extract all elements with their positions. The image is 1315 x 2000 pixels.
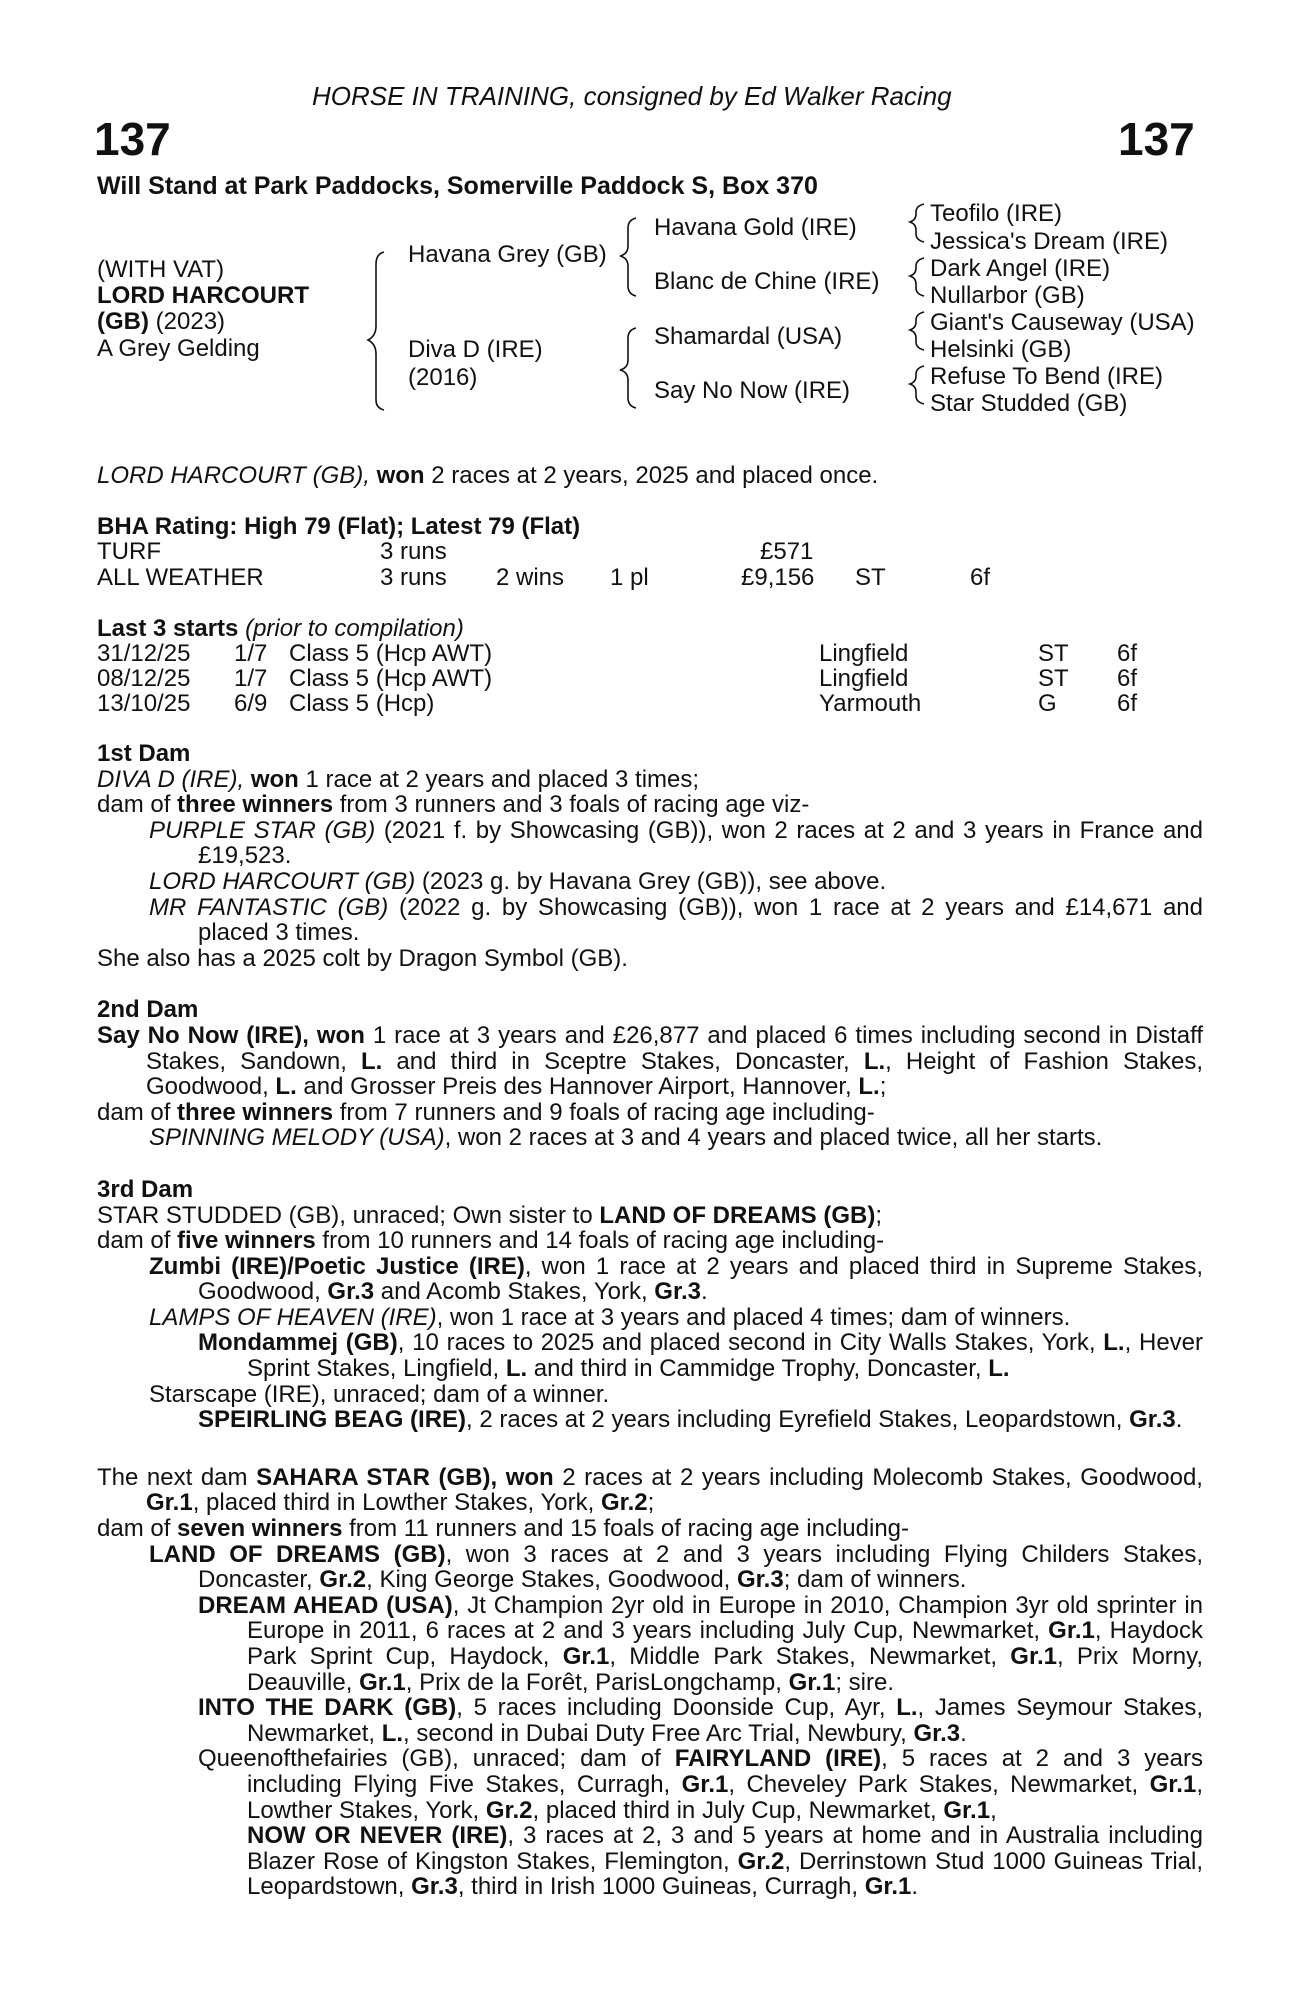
- pedigree-sire-dam: Blanc de Chine (IRE): [654, 268, 880, 295]
- offspring-record: , won 3 races at 2 and 3 years including Flying Childers Stakes, Doncaster,: [198, 1540, 1203, 1594]
- turf-prize: £571: [760, 538, 814, 565]
- horse-name: LORD HARCOURT: [97, 282, 309, 309]
- aw-distance: 6f: [970, 564, 991, 591]
- offspring-record: (2022 g. by Showcasing (GB)), won 1 race at 2 years and £14,671 and placed 3 times.: [198, 893, 1203, 947]
- dam2-line2: [97, 1100, 1203, 1126]
- offspring-record: .: [701, 1278, 708, 1306]
- dam2-offspring: [97, 1125, 1203, 1151]
- dam1-heading: 1st Dam: [97, 740, 191, 767]
- offspring-record: (2021 f. by Showcasing (GB)), won 2 races at 2 and 3 years in France and £19,523.: [198, 816, 1203, 870]
- offspring-record: , Middle Park Stakes, Newmarket,: [609, 1643, 1011, 1670]
- group-mark: Gr.1: [562, 1643, 610, 1670]
- vat-note: (WITH VAT): [97, 256, 225, 283]
- offspring-record: .: [1175, 1406, 1183, 1434]
- group-mark: Gr.2: [737, 1847, 785, 1875]
- aw-going: ST: [855, 564, 886, 591]
- dam1-line2: [97, 792, 1203, 818]
- start-going: ST: [1038, 640, 1069, 667]
- offspring-record: , Hever Sprint Stakes, Lingfield,: [247, 1329, 1204, 1383]
- offspring-name: SPEIRLING BEAG (IRE): [198, 1406, 467, 1434]
- offspring-record: ,: [990, 1796, 997, 1824]
- aw-wins: 2 wins: [496, 564, 565, 591]
- listed-mark: L.: [360, 1047, 383, 1075]
- group-mark: Gr.1: [1048, 1617, 1095, 1645]
- next-dam-sep: ,: [490, 1463, 506, 1491]
- offspring-record: and third in Cammidge Trophy, Doncaster,: [527, 1355, 989, 1383]
- stabling-location: Will Stand at Park Paddocks, Somerville Paddock S, Box 370: [97, 172, 818, 200]
- next-dam-offspring: [97, 1542, 1203, 1593]
- dam2-text: ;: [879, 1073, 887, 1101]
- offspring-name: Zumbi (IRE)/Poetic Justice (IRE): [149, 1252, 525, 1280]
- start-race: Class 5 (Hcp AWT): [289, 640, 493, 667]
- start-race: Class 5 (Hcp AWT): [289, 665, 493, 692]
- group-mark: Gr.1: [1149, 1770, 1197, 1798]
- listed-mark: L.: [896, 1694, 918, 1722]
- pedigree-sire: Havana Grey (GB): [408, 241, 607, 268]
- offspring-name: INTO THE DARK (GB): [198, 1694, 457, 1722]
- group-mark: Gr.1: [864, 1873, 912, 1901]
- offspring-record: , second in Dubai Duty Free Arc Trial, Newbury,: [403, 1719, 914, 1747]
- pedigree-gen3-2: Jessica's Dream (IRE): [930, 228, 1168, 255]
- dam3-line1: [97, 1203, 1203, 1229]
- dam3-damof: dam of: [97, 1227, 178, 1255]
- group-mark: Gr.3: [654, 1278, 701, 1306]
- dam1-won: won: [250, 765, 299, 793]
- offspring-record: , placed third in July Cup, Newmarket,: [532, 1796, 944, 1824]
- offspring-record: and Acomb Stakes, York,: [374, 1278, 655, 1306]
- offspring-record: , Prix de la Forêt, ParisLongchamp,: [405, 1668, 789, 1696]
- rating-turf-row: [97, 539, 1203, 565]
- offspring-name: NOW OR NEVER (IRE): [247, 1822, 508, 1850]
- pedigree-gen3-4: Nullarbor (GB): [930, 282, 1085, 309]
- listed-mark: L.: [505, 1355, 528, 1383]
- group-mark: Gr.3: [737, 1566, 784, 1594]
- offspring-record: .: [911, 1873, 919, 1901]
- dam1-name: DIVA D (IRE): [97, 765, 238, 793]
- dam-lines-block: [97, 741, 1203, 1900]
- pedigree-gen3-6: Helsinki (GB): [930, 336, 1072, 363]
- listed-mark: L.: [1103, 1329, 1125, 1357]
- dam2-sep: ,: [302, 1021, 317, 1049]
- dam2-name: Say No Now (IRE): [97, 1021, 303, 1049]
- offspring-record: , 3 races at 2, 3 and 5 years at home and in Australia including Blazer Rose of Kingston Stakes, Flemington,: [247, 1822, 1203, 1875]
- start-date: 08/12/25: [97, 665, 191, 692]
- group-mark: Gr.3: [411, 1873, 458, 1901]
- offspring-name: Mondammej (GB): [198, 1329, 398, 1357]
- offspring-name: MR FANTASTIC (GB): [149, 893, 389, 921]
- dam3-sister: LAND OF DREAMS (GB): [599, 1201, 876, 1229]
- start-row: [97, 666, 1203, 692]
- start-distance: 6f: [1117, 690, 1138, 717]
- offspring-record: , won 1 race at 3 years and placed 4 times; dam of winners.: [436, 1303, 1071, 1331]
- next-dam-great-grand-offspring: [97, 1823, 1203, 1900]
- dam1-sep: ,: [237, 765, 251, 793]
- dam3-winners: five winners: [177, 1227, 316, 1255]
- offspring-record: , Prix Morny, Deauville,: [247, 1643, 1204, 1696]
- dam2-text: , Height of Fashion Stakes, Goodwood,: [146, 1047, 1204, 1101]
- group-mark: Gr.3: [913, 1719, 961, 1747]
- dam1-winners: three winners: [177, 791, 334, 819]
- offspring-record: , King George Stakes, Goodwood,: [366, 1566, 737, 1594]
- aw-prize: £9,156: [741, 564, 815, 591]
- listed-mark: L.: [858, 1073, 880, 1101]
- offspring-name: DREAM AHEAD (USA): [198, 1591, 453, 1619]
- next-dam-text: , placed third in Lowther Stakes, York,: [192, 1489, 601, 1517]
- listed-mark: L.: [863, 1047, 886, 1075]
- last-starts-title: Last 3 starts: [97, 615, 239, 642]
- next-dam-line1: [97, 1465, 1203, 1516]
- dam1-line3: She also has a 2025 colt by Dragon Symbol (GB).: [97, 944, 628, 972]
- dam3-grand-offspring: [97, 1330, 1203, 1381]
- start-going: ST: [1038, 665, 1069, 692]
- dam1-offspring: [97, 869, 1203, 895]
- start-distance: 6f: [1117, 640, 1138, 667]
- start-distance: 6f: [1117, 665, 1138, 692]
- dam1-runners: from 3 runners and 3 foals of racing age viz-: [333, 791, 810, 819]
- dam1-offspring: [97, 895, 1203, 946]
- horse-origin: (GB): [97, 308, 149, 335]
- offspring-record: Queenofthefairies (GB), unraced; dam of: [198, 1745, 675, 1773]
- dam3-runners: from 10 runners and 14 foals of racing age including-: [315, 1227, 885, 1255]
- start-course: Lingfield: [819, 640, 909, 667]
- start-row: [97, 691, 1203, 717]
- dam3-grand-offspring: [97, 1407, 1203, 1433]
- last-starts-note: (prior to compilation): [238, 615, 464, 642]
- start-going: G: [1038, 690, 1057, 717]
- start-course: Yarmouth: [819, 690, 922, 717]
- dam2-line1: [97, 1023, 1203, 1100]
- start-race: Class 5 (Hcp): [289, 690, 435, 717]
- summary-rest: 2 races at 2 years, 2025 and placed once.: [424, 462, 879, 489]
- dam1-damof: dam of: [97, 791, 178, 819]
- dam2-damof: dam of: [97, 1098, 178, 1126]
- pedigree-gen3-3: Dark Angel (IRE): [930, 255, 1111, 282]
- next-dam-text: The next dam: [97, 1463, 257, 1491]
- turf-runs: 3 runs: [380, 538, 447, 565]
- lot-number-right: 137: [1118, 113, 1195, 165]
- next-dam-grand-offspring: [97, 1695, 1203, 1746]
- next-dam-name: SAHARA STAR (GB): [256, 1463, 491, 1491]
- rating-aw-row: [97, 565, 1203, 591]
- offspring-name: SPINNING MELODY (USA): [149, 1124, 445, 1152]
- next-dam-grand-offspring: [97, 1593, 1203, 1695]
- group-mark: Gr.1: [681, 1770, 729, 1798]
- pedigree-dam-sire: Shamardal (USA): [654, 323, 843, 350]
- group-mark: Gr.3: [327, 1278, 375, 1306]
- dam1-record: 1 race at 2 years and placed 3 times;: [298, 765, 700, 793]
- group-mark: Gr.1: [788, 1668, 836, 1696]
- group-mark: Gr.1: [359, 1668, 406, 1696]
- offspring-record: , Derrinstown Stud 1000 Guineas Trial, Leopardstown,: [247, 1847, 1203, 1901]
- pedigree-dam-dam: Say No Now (IRE): [654, 377, 851, 404]
- group-mark: Gr.2: [600, 1489, 648, 1517]
- dam3-text: ;: [875, 1201, 882, 1229]
- offspring-name: LORD HARCOURT (GB): [149, 867, 416, 895]
- horse-description: A Grey Gelding: [97, 335, 260, 362]
- next-dam-runners: from 11 runners and 15 foals of racing age including-: [342, 1515, 910, 1543]
- offspring-name: LAMPS OF HEAVEN (IRE): [149, 1303, 437, 1331]
- dam2-text: and third in Sceptre Stakes, Doncaster,: [382, 1047, 864, 1075]
- group-mark: Gr.1: [943, 1796, 991, 1824]
- next-dam-damof: dam of: [97, 1515, 178, 1543]
- listed-mark: L.: [381, 1719, 404, 1747]
- pedigree-sire-sire: Havana Gold (IRE): [654, 214, 857, 241]
- dam3-heading: 3rd Dam: [97, 1175, 194, 1203]
- offspring-record: , Jt Champion 2yr old in Europe in 2010, Champion 3yr old sprinter in Europe in 2011, 6 races at 2 and 3 years including July Cup, Newmarket,: [247, 1591, 1204, 1645]
- pedigree-gen3-1: Teofilo (IRE): [930, 200, 1063, 227]
- pedigree-dam-year: (2016): [408, 364, 478, 391]
- offspring-record: , 5 races at 2 and 3 years including Flying Five Stakes, Curragh,: [247, 1745, 1203, 1798]
- next-dam-won: won: [505, 1463, 554, 1491]
- offspring-record: , won 1 race at 2 years and placed third in Supreme Stakes, Goodwood,: [198, 1252, 1203, 1306]
- listed-mark: L.: [275, 1073, 297, 1101]
- offspring-name: PURPLE STAR (GB): [149, 816, 376, 844]
- offspring-record: ; dam of winners.: [783, 1566, 967, 1594]
- dam3-offspring: [97, 1254, 1203, 1305]
- start-course: Lingfield: [819, 665, 909, 692]
- listed-mark: L.: [988, 1355, 1010, 1383]
- next-dam-grand-offspring: [97, 1746, 1203, 1823]
- dam2-winners: three winners: [177, 1098, 334, 1126]
- offspring-record: , Lowther Stakes, York,: [247, 1770, 1203, 1824]
- dam3-offspring: Starscape (IRE), unraced; dam of a winner.: [149, 1380, 610, 1408]
- pedigree-gen3-8: Star Studded (GB): [930, 390, 1128, 417]
- dam2-runners: from 7 runners and 9 foals of racing age including-: [333, 1098, 875, 1126]
- aw-placed: 1 pl: [610, 564, 649, 591]
- dam1-line1: [97, 767, 1203, 793]
- offspring-record: , Haydock Park Sprint Cup, Haydock,: [247, 1617, 1204, 1670]
- start-date: 13/10/25: [97, 690, 191, 717]
- offspring-record: , third in Irish 1000 Guineas, Curragh,: [457, 1873, 865, 1901]
- dam1-offspring: [97, 818, 1203, 869]
- dam3-text: STAR STUDDED (GB), unraced; Own sister to: [97, 1201, 600, 1229]
- page-title: HORSE IN TRAINING, consigned by Ed Walker Racing: [312, 81, 952, 111]
- pedigree-dam: Diva D (IRE): [408, 336, 543, 363]
- summary-won: won: [376, 462, 425, 489]
- dam2-text: and Grosser Preis des Hannover Airport, Hannover,: [296, 1073, 859, 1101]
- aw-label: ALL WEATHER: [97, 564, 264, 591]
- last-starts-heading: [97, 615, 464, 643]
- dam3-offspring: [97, 1305, 1203, 1331]
- offspring-name: LAND OF DREAMS (GB): [149, 1540, 446, 1568]
- group-mark: Gr.1: [1010, 1643, 1057, 1670]
- offspring-record: , 10 races to 2025 and placed second in City Walls Stakes, York,: [397, 1329, 1104, 1357]
- pedigree-gen3-5: Giant's Causeway (USA): [930, 309, 1195, 336]
- dam2-heading: 2nd Dam: [97, 996, 199, 1024]
- dam3-line2: [97, 1228, 1203, 1254]
- pedigree-gen3-7: Refuse To Bend (IRE): [930, 363, 1164, 390]
- start-position: 1/7: [234, 640, 268, 667]
- offspring-record: , Cheveley Park Stakes, Newmarket,: [728, 1770, 1150, 1798]
- next-dam-line2: [97, 1516, 1203, 1542]
- start-row: [97, 641, 1203, 667]
- dam2-text: 1 race at 3 years and £26,877 and placed 6 times including second in Distaff Stakes, Sandown,: [146, 1021, 1203, 1075]
- lot-number-left: 137: [94, 113, 171, 165]
- offspring-record: ; sire.: [835, 1668, 894, 1696]
- group-mark: Gr.1: [146, 1489, 193, 1517]
- aw-runs: 3 runs: [380, 564, 447, 591]
- rating-heading: BHA Rating: High 79 (Flat); Latest 79 (Flat): [97, 513, 581, 540]
- start-position: 6/9: [234, 690, 268, 717]
- group-mark: Gr.2: [485, 1796, 533, 1824]
- next-dam-winners: seven winners: [177, 1515, 343, 1543]
- turf-label: TURF: [97, 538, 161, 565]
- offspring-record: , won 2 races at 3 and 4 years and placed twice, all her starts.: [444, 1124, 1103, 1152]
- group-mark: Gr.2: [319, 1566, 367, 1594]
- dam2-won: won: [316, 1021, 365, 1049]
- offspring-record: , James Seymour Stakes, Newmarket,: [247, 1694, 1203, 1747]
- start-date: 31/12/25: [97, 640, 191, 667]
- offspring-record: , 5 races including Doonside Cup, Ayr,: [456, 1694, 897, 1722]
- next-dam-text: ;: [647, 1489, 655, 1517]
- horse-year: (2023): [148, 308, 226, 335]
- start-position: 1/7: [234, 665, 268, 692]
- group-mark: Gr.3: [1129, 1406, 1176, 1434]
- offspring-name: FAIRYLAND (IRE): [674, 1745, 882, 1773]
- next-dam-text: 2 races at 2 years including Molecomb Stakes, Goodwood,: [553, 1463, 1203, 1491]
- offspring-record: (2023 g. by Havana Grey (GB)), see above.: [415, 867, 887, 895]
- summary-name: LORD HARCOURT (GB): [97, 462, 364, 489]
- horse-summary: [97, 462, 878, 490]
- offspring-record: , 2 races at 2 years including Eyrefield Stakes, Leopardstown,: [466, 1406, 1130, 1434]
- summary-sep: ,: [363, 462, 377, 489]
- offspring-record: .: [960, 1719, 967, 1747]
